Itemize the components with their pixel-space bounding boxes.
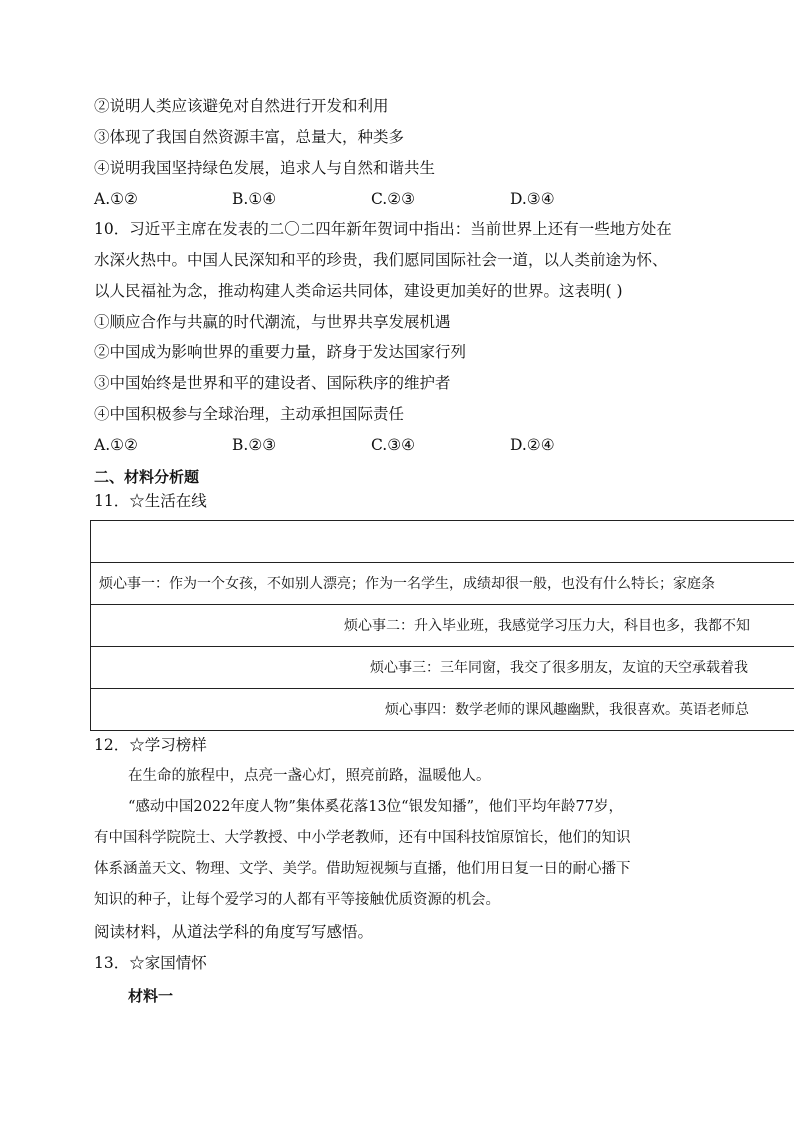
table-row [91,605,794,647]
q13-title: 13．☆家国情怀 [94,954,207,972]
q12-material-line-5: 知识的种子，让每个爱学习的人都有平等接触优质资源的机会。 [94,892,500,908]
q12-title: 12．☆学习榜样 [94,736,207,754]
table-cell: 烦心事二：升入毕业班，我感觉学习压力大，科目也多，我都不知 [344,618,750,634]
q12-material-line-2: “感动中国2022年度人物”集体奚花落13位“银发知播”，他们平均年龄77岁， [128,799,623,815]
q9-choice-b: B.①④ [232,190,277,208]
section-title: 二、材料分析题 [94,468,200,486]
q10-stem-line-2: 水深火热中。中国人民深知和平的珍贵，我们愿同国际社会一道，以人类前途为怀、 [94,251,668,269]
q13-material-label: 材料一 [128,987,174,1005]
q10-option-4: ④中国积极参与全球治理，主动承担国际责任 [94,405,405,423]
table-row [91,647,794,689]
table-cell: 烦心事一：作为一个女孩，不如别人漂亮；作为一名学生，成绩却很一般，也没有什么特长；家庭条 [99,576,715,592]
table-cell: 烦心事四：数学老师的课风趣幽默，我很喜欢。英语老师总 [385,702,749,718]
q9-option-4: ④说明我国坚持绿色发展，追求人与自然和谐共生 [94,159,436,177]
table-row [91,689,794,731]
table-cell: 烦心事三：三年同窗，我交了很多朋友，友谊的天空承载着我 [370,660,748,676]
table-row [91,563,794,605]
q10-option-2: ②中国成为影响世界的重要力量，跻身于发达国家行列 [94,343,467,361]
table-row [91,521,794,563]
q10-choice-c: C.③④ [371,436,416,454]
q10-choice-a: A.①② [94,436,138,454]
q9-option-2: ②说明人类应该避免对自然进行开发和利用 [94,97,389,115]
q9-option-3: ③体现了我国自然资源丰富，总量大，种类多 [94,128,405,146]
q12-task: 阅读材料，从道法学科的角度写写感悟。 [94,923,374,941]
q10-option-1: ①顺应合作与共赢的时代潮流，与世界共享发展机遇 [94,313,451,331]
q10-option-3: ③中国始终是世界和平的建设者、国际秩序的维护者 [94,374,451,392]
q11-table [90,520,794,731]
q9-choice-c: C.②③ [371,190,416,208]
q10-stem-line-3: 以人民福祉为念，推动构建人类命运共同体，建设更加美好的世界。这表明( ) [94,282,623,300]
q9-choice-a: A.①② [94,190,138,208]
q10-choice-d: D.②④ [510,436,555,454]
q12-material-line-1: 在生命的旅程中，点亮一盏心灯，照亮前路，温暖他人。 [128,768,491,784]
q12-material-line-3: 有中国科学院院士、大学教授、中小学老教师，还有中国科技馆原馆长，他们的知识 [94,830,631,846]
q11-title: 11．☆生活在线 [94,492,207,510]
q10-choice-b: B.②③ [232,436,277,454]
q10-stem-line-1: 10．习近平主席在发表的二〇二四年新年贺词中指出：当前世界上还有一些地方处在 [94,220,672,238]
q9-choice-d: D.③④ [510,190,555,208]
q12-material-line-4: 体系涵盖天文、物理、文学、美学。借助短视频与直播，他们用日复一日的耐心播下 [94,861,631,877]
